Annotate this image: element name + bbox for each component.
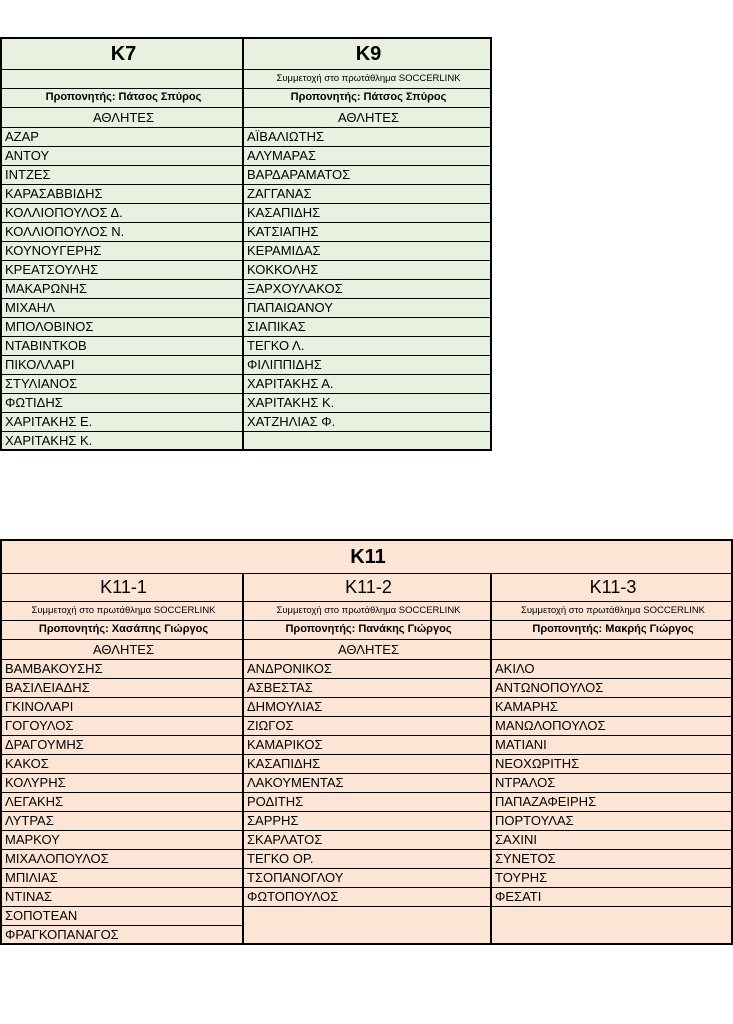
k9-player: ΤΕΓΚΟ Λ. — [243, 336, 491, 355]
k7-player: ΚΟΛΛΙΟΠΟΥΛΟΣ Ν. — [1, 222, 243, 241]
k11-3-player: ΝΤΡΑΛΟΣ — [491, 773, 732, 792]
table-row — [1, 697, 732, 716]
k7-player: ΜΑΚΑΡΩΝΗΣ — [1, 279, 243, 298]
note-row — [1, 69, 491, 88]
k11-3-player: ΚΑΜΑΡΗΣ — [491, 697, 732, 716]
k7-coach: Προπονητής: Πάτσος Σπύρος — [1, 88, 243, 107]
k7-k9-table — [0, 37, 492, 451]
k9-player: ΚΑΣΑΠΙΔΗΣ — [243, 203, 491, 222]
k9-player: ΑΪΒΑΛΙΩΤΗΣ — [243, 127, 491, 146]
k7-player: ΑΝΤΟΥ — [1, 146, 243, 165]
k9-player: ΖΑΓΓΑΝΑΣ — [243, 184, 491, 203]
k11-1-player: ΛΕΓΑΚΗΣ — [1, 792, 243, 811]
table-row — [1, 241, 491, 260]
k11-2-coach: Προπονητής: Πανάκης Γιώργος — [243, 620, 491, 639]
k9-player: ΧΑΡΙΤΑΚΗΣ Κ. — [243, 393, 491, 412]
k11-1-player: ΜΙΧΑΛΟΠΟΥΛΟΣ — [1, 849, 243, 868]
k9-player: ΚΟΚΚΟΛΗΣ — [243, 260, 491, 279]
k11-3-empty — [491, 906, 732, 944]
table-row — [1, 431, 491, 450]
k7-player: ΝΤΑΒΙΝΤΚΟΒ — [1, 336, 243, 355]
table-row — [1, 298, 491, 317]
k7-player: ΠΙΚΟΛΛΑΡΙ — [1, 355, 243, 374]
k9-coach: Προπονητής: Πάτσος Σπύρος — [243, 88, 491, 107]
k11-3-player: ΑΝΤΩΝΟΠΟΥΛΟΣ — [491, 678, 732, 697]
k9-player: ΒΑΡΔΑΡΑΜΑΤΟΣ — [243, 165, 491, 184]
k11-1-player: ΓΚΙΝΟΛΑΡΙ — [1, 697, 243, 716]
table-row — [1, 868, 732, 887]
table-row — [1, 678, 732, 697]
k11-3-player: ΦΕΣΑΤΙ — [491, 887, 732, 906]
k11-1-player: ΜΠΙΛΙΑΣ — [1, 868, 243, 887]
table-row — [1, 222, 491, 241]
k7-section: ΑΘΛΗΤΕΣ — [1, 107, 243, 127]
k9-player: ΞΑΡΧΟΥΛΑΚΟΣ — [243, 279, 491, 298]
table-row — [1, 336, 491, 355]
table-row — [1, 811, 732, 830]
table-row — [1, 849, 732, 868]
k11-table — [0, 539, 733, 945]
k11-2-player: ΚΑΜΑΡΙΚΟΣ — [243, 735, 491, 754]
table-row — [1, 317, 491, 336]
k7-player: ΚΟΥΝΟΥΓΕΡΗΣ — [1, 241, 243, 260]
k11-2-player: ΣΚΑΡΛΑΤΟΣ — [243, 830, 491, 849]
table-row — [1, 374, 491, 393]
k7-player: ΚΟΛΛΙΟΠΟΥΛΟΣ Δ. — [1, 203, 243, 222]
k7-player: ΧΑΡΙΤΑΚΗΣ Ε. — [1, 412, 243, 431]
table-row — [1, 773, 732, 792]
k7-player: ΦΩΤΙΔΗΣ — [1, 393, 243, 412]
table-row — [1, 203, 491, 222]
k11-1-player: ΒΑΣΙΛΕΙΑΔΗΣ — [1, 678, 243, 697]
k7-player: ΚΑΡΑΣΑΒΒΙΔΗΣ — [1, 184, 243, 203]
table-row — [1, 355, 491, 374]
k11-3-player: ΣΥΝΕΤΟΣ — [491, 849, 732, 868]
table-row — [1, 792, 732, 811]
k11-2-note: Συμμετοχή στο πρωτάθλημα SOCCERLINK — [243, 601, 491, 620]
k11-2-player: ΡΟΔΙΤΗΣ — [243, 792, 491, 811]
table-row — [1, 184, 491, 203]
k11-2-player: ΔΗΜΟΥΛΙΑΣ — [243, 697, 491, 716]
k11-3-player: ΤΟΥΡΗΣ — [491, 868, 732, 887]
k7-title: K7 — [1, 38, 243, 69]
k9-player: ΑΛΥΜΑΡΑΣ — [243, 146, 491, 165]
table-row — [1, 716, 732, 735]
k9-player: ΣΙΑΠΙΚΑΣ — [243, 317, 491, 336]
k11-1-note: Συμμετοχή στο πρωτάθλημα SOCCERLINK — [1, 601, 243, 620]
table-row — [1, 260, 491, 279]
k7-player: ΑΖΑΡ — [1, 127, 243, 146]
k7-player: ΜΙΧΑΗΛ — [1, 298, 243, 317]
table-row — [1, 279, 491, 298]
k11-1-player: ΝΤΙΝΑΣ — [1, 887, 243, 906]
k9-player: ΚΕΡΑΜΙΔΑΣ — [243, 241, 491, 260]
k11-2-player: ΑΝΔΡΟΝΙΚΟΣ — [243, 659, 491, 678]
k11-2-section: ΑΘΛΗΤΕΣ — [243, 639, 491, 659]
team-header-row — [1, 38, 491, 69]
table-row — [1, 146, 491, 165]
k9-player — [243, 431, 491, 450]
k11-3-player: ΠΑΠΑΖΑΦΕΙΡΗΣ — [491, 792, 732, 811]
k11-1-section: ΑΘΛΗΤΕΣ — [1, 639, 243, 659]
k11-2-player: ΚΑΣΑΠΙΔΗΣ — [243, 754, 491, 773]
k7-player: ΣΤΥΛΙΑΝΟΣ — [1, 374, 243, 393]
k11-1-player: ΒΑΜΒΑΚΟΥΣΗΣ — [1, 659, 243, 678]
k11-2-player: ΣΑΡΡΗΣ — [243, 811, 491, 830]
table-row — [1, 830, 732, 849]
k11-3-player: ΝΕΟΧΩΡΙΤΗΣ — [491, 754, 732, 773]
coach-row — [1, 620, 732, 639]
k11-3-player: ΜΑΤΙΑΝΙ — [491, 735, 732, 754]
k11-3-player: ΠΟΡΤΟΥΛΑΣ — [491, 811, 732, 830]
k11-3-title: Κ11-3 — [491, 573, 732, 601]
k11-1-coach: Προπονητής: Χασάπης Γιώργος — [1, 620, 243, 639]
table-row — [1, 127, 491, 146]
table-row — [1, 735, 732, 754]
k7-player: ΙΝΤΖΕΣ — [1, 165, 243, 184]
k11-3-section — [491, 639, 732, 659]
k9-title: K9 — [243, 38, 491, 69]
k11-3-coach: Προπονητής: Μακρής Γιώργος — [491, 620, 732, 639]
k11-2-player: ΦΩΤΟΠΟΥΛΟΣ — [243, 887, 491, 906]
note-row — [1, 601, 732, 620]
k11-1-player: ΜΑΡΚΟΥ — [1, 830, 243, 849]
k11-1-player: ΓΟΓΟΥΛΟΣ — [1, 716, 243, 735]
k9-player: ΧΑΡΙΤΑΚΗΣ Α. — [243, 374, 491, 393]
k7-player: ΚΡΕΑΤΣΟΥΛΗΣ — [1, 260, 243, 279]
k11-2-empty — [243, 906, 491, 944]
k11-2-player: ΤΕΓΚΟ ΟΡ. — [243, 849, 491, 868]
k11-3-player: ΑΚΙΛΟ — [491, 659, 732, 678]
table-row — [1, 887, 732, 906]
k9-note: Συμμετοχή στο πρωτάθλημα SOCCERLINK — [243, 69, 491, 88]
k11-2-title: Κ11-2 — [243, 573, 491, 601]
k11-1-player: ΣΟΠΟΤΕΑΝ — [1, 906, 243, 925]
k9-player: ΠΑΠΑΙΩΑΝΟΥ — [243, 298, 491, 317]
k11-1-title: Κ11-1 — [1, 573, 243, 601]
table-row — [1, 906, 732, 925]
table-row — [1, 412, 491, 431]
k9-player: ΚΑΤΣΙΑΠΗΣ — [243, 222, 491, 241]
section-row — [1, 639, 732, 659]
k11-1-player: ΛΥΤΡΑΣ — [1, 811, 243, 830]
group-header-row — [1, 540, 732, 573]
k11-2-player: ΤΣΟΠΑΝΟΓΛΟΥ — [243, 868, 491, 887]
k11-1-player: ΚΑΚΟΣ — [1, 754, 243, 773]
k7-player: ΜΠΟΛΟΒΙΝΟΣ — [1, 317, 243, 336]
k7-player: ΧΑΡΙΤΑΚΗΣ Κ. — [1, 431, 243, 450]
k11-title: Κ11 — [1, 540, 732, 573]
k11-2-player: ΑΣΒΕΣΤΑΣ — [243, 678, 491, 697]
k11-1-player: ΔΡΑΓΟΥΜΗΣ — [1, 735, 243, 754]
k11-3-note: Συμμετοχή στο πρωτάθλημα SOCCERLINK — [491, 601, 732, 620]
k9-player: ΦΙΛΙΠΠΙΔΗΣ — [243, 355, 491, 374]
k11-1-player: ΚΟΛΥΡΗΣ — [1, 773, 243, 792]
k11-2-player: ΖΙΩΓΟΣ — [243, 716, 491, 735]
table-row — [1, 659, 732, 678]
k9-player: ΧΑΤΖΗΛΙΑΣ Φ. — [243, 412, 491, 431]
section-row — [1, 107, 491, 127]
table-row — [1, 754, 732, 773]
k11-3-player: ΜΑΝΩΛΟΠΟΥΛΟΣ — [491, 716, 732, 735]
k11-2-player: ΛΑΚΟΥΜΕΝΤΑΣ — [243, 773, 491, 792]
table-row — [1, 393, 491, 412]
k7-note — [1, 69, 243, 88]
k11-3-player: ΣΑΧΙΝΙ — [491, 830, 732, 849]
k11-1-player: ΦΡΑΓΚΟΠΑΝΑΓΟΣ — [1, 925, 243, 944]
subgroup-header-row — [1, 573, 732, 601]
table-row — [1, 165, 491, 184]
k9-section: ΑΘΛΗΤΕΣ — [243, 107, 491, 127]
coach-row — [1, 88, 491, 107]
